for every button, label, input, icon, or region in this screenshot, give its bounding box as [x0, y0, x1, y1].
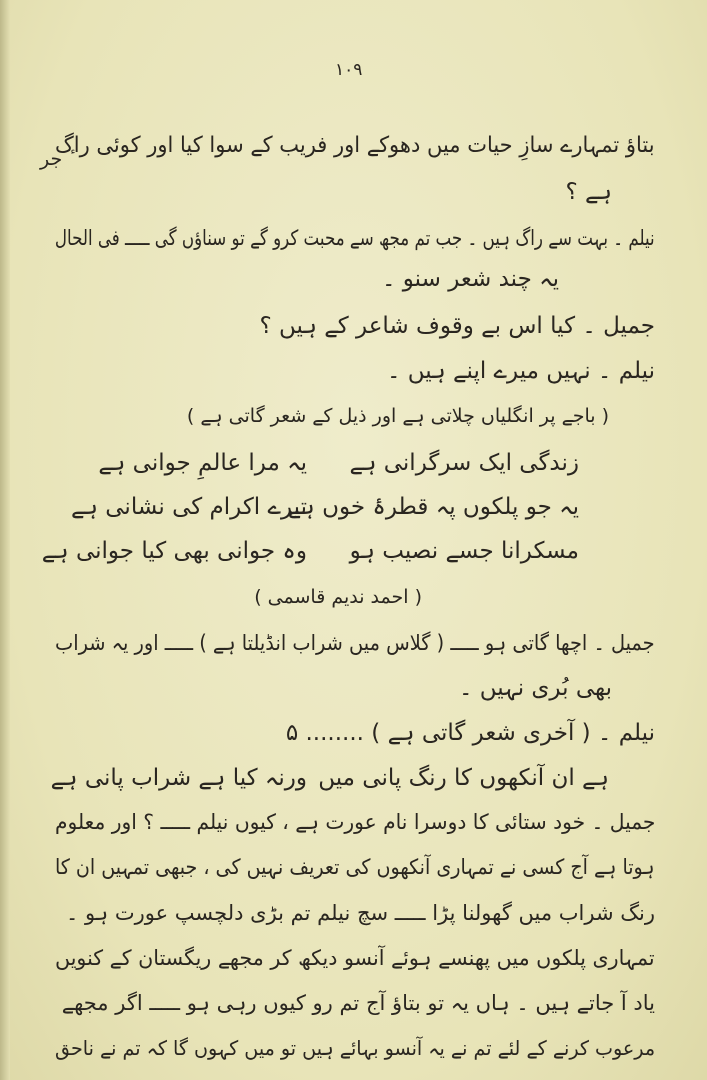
text-line-2: ہے ؟ — [565, 179, 612, 205]
text-line-5: جمیل ۔ کیا اس بے وقوف شاعر کے ہیں ؟ — [259, 313, 655, 339]
text-line-after-3: نیلم ۔ ( آخری شعر گاتی ہے ) ........ ۵ — [285, 720, 655, 746]
closing-line-2: ہوتا ہے آج کسی نے تمہاری آنکھوں کی تعریف نہیں کی ، جبھی تمہیں ان کا — [55, 855, 655, 879]
closing-line-1: جمیل ۔ خود ستائی کا دوسرا نام عورت ہے ، کیوں نیلم ـــــ ؟ اور معلوم — [54, 810, 655, 834]
verse-2-right: یہ جو پلکوں پہ قطرۂ خوں ہے — [287, 494, 579, 520]
closing-line-4: تمہاری پلکوں میں پھنسے ہوئے آنسو دیکھ کر مجھے ریگستان کے کنویں — [55, 946, 655, 970]
page-number: ١٠٩ — [335, 60, 363, 80]
page-binding-shadow — [0, 0, 10, 1080]
verse-2-left: تیرے اکرام کی نشانی ہے — [71, 494, 307, 520]
couplet-left: ورنہ کیا ہے شراب پانی ہے — [50, 765, 307, 791]
text-line-1: بتاؤ تمہارے سازِ حیات میں دھوکے اور فریب کے سوا کیا اور کوئی راگ — [55, 133, 655, 158]
verse-3-left: وہ جوانی بھی کیا جوانی ہے — [41, 538, 307, 564]
closing-line-6: مرعوب کرنے کے لئے تم نے یہ آنسو بہائے ہیں تو میں کہوں گا کہ تم نے ناحق — [54, 1036, 655, 1060]
closing-line-5: یاد آ جاتے ہیں ۔ ہاں یہ تو بتاؤ آج تم رو کیوں رہی ہو ـــــ اگر مجھے — [61, 991, 655, 1015]
text-line-4: یہ چند شعر سنو ۔ — [382, 266, 559, 292]
stage-direction: ( باجے پر انگلیاں چلاتی ہے اور ذیل کے شعر گاتی ہے ) — [186, 405, 609, 427]
text-line-6: نیلم ۔ نہیں میرے اپنے ہیں ۔ — [387, 358, 655, 384]
verse-1-left: یہ مرا عالمِ جوانی ہے — [98, 450, 307, 476]
text-line-after-1: جمیل ۔ اچھا گاتی ہو ـــــ ( گلاس میں شراب انڈیلتا ہے ) ـــــ اور یہ شراب — [55, 631, 655, 655]
couplet-right: ہے ان آنکھوں کا رنگ پانی میں — [318, 765, 609, 791]
verse-3-right: مسکرانا جسے نصیب ہو — [349, 538, 579, 564]
verse-1-right: زندگی ایک سرگرانی ہے — [349, 450, 579, 476]
text-line-3: نیلم ۔ بہت سے راگ ہیں ۔ جب تم مجھ سے محبت کرو گے تو سناؤں گی ـــــ فی الحال — [55, 226, 655, 250]
margin-note: ٔ جر — [40, 148, 69, 170]
text-line-after-2: بھی بُری نہیں ۔ — [458, 675, 612, 701]
poet-name: ( احمد ندیم قاسمی ) — [254, 586, 422, 608]
closing-line-3: رنگ شراب میں گھولنا پڑا ـــــ سچ نیلم تم بڑی دلچسپ عورت ہو ۔ — [66, 901, 655, 925]
